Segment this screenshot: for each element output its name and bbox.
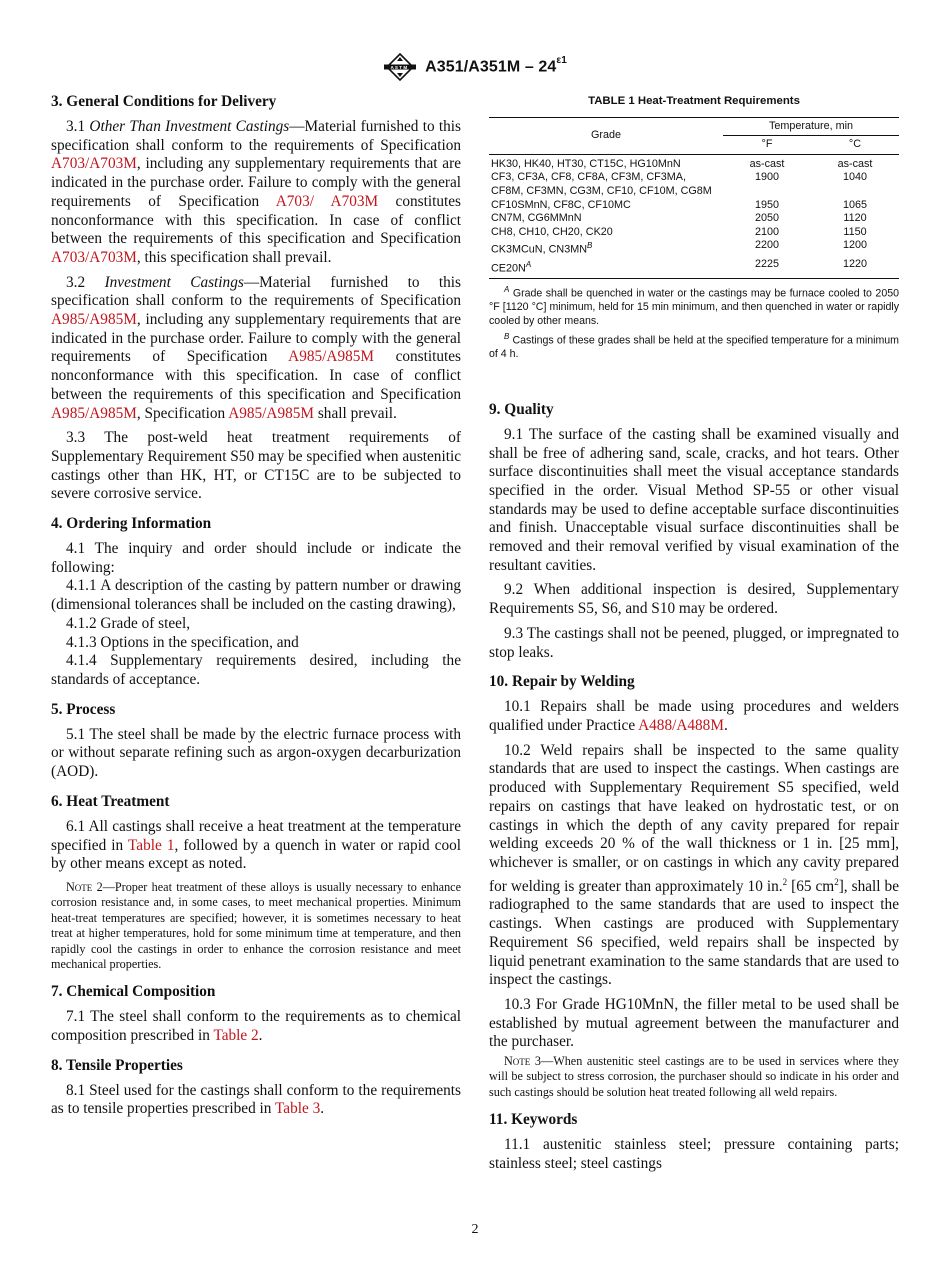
paragraph-10-3: 10.3 For Grade HG10MnN, the filler metal to be used shall be established by mutual agreement between the manufacturer and the purchaser.: [489, 995, 899, 1051]
note-2: Note 2—Proper heat treatment of these alloys is usually necessary to enhance corrosion resistance and, in some cases, to meet mechanical properties. Minimum heat-treat temperatures are specified; however, it is sometimes necessary to heat treat at higher temperatures, hold for some minimum time at temperature, and then rapidly cool the castings in order to enhance the corrosion resistance and meet mechanical properties.: [51, 879, 462, 971]
ref-link-a985[interactable]: A985/A985M: [288, 348, 374, 366]
table-footnote-a: $^A$ Grade shall be quenched in water or the castings may be furnace cooled to 2050 °F [1120 °C] minimum, held for 15 min minimum, and then quenched in water or rapidly cooled by other means.: [489, 284, 899, 327]
paragraph-11-1: 11.1 austenitic stainless steel; pressure containing parts; stainless steel; steel castings: [489, 1136, 899, 1172]
paragraph-9-3: 9.3 The castings shall not be peened, plugged, or impregnated to stop leaks.: [489, 624, 899, 661]
section-10-title: 10. Repair by Welding: [489, 673, 635, 691]
paragraph-5-1: 5.1 The steel shall be made by the electric furnace process with or without separate refining such as argon-oxygen decarburization (AOD).: [51, 725, 461, 781]
note-3: Note 3—When austenitic steel castings are to be used in services where they will be subject to stress corrosion, the purchaser should so indicate in his order and such castings should be solution heat treated following all weld repairs.: [489, 1054, 900, 1099]
paragraph-4-1: 4.1 The inquiry and order should include or indicate the following:: [51, 540, 461, 576]
page-number: 2: [471, 1222, 479, 1237]
ref-link-a703[interactable]: A703/A703M: [51, 248, 137, 266]
table-1-title: TABLE 1 Heat-Treatment Requirements: [588, 95, 800, 107]
table-row: [489, 226, 899, 240]
paragraph-3-1: 3.1 Other Than Investment Castings—Material furnished to this specification shall conform to the requirements of Specification A703/A703M, including any supplementary requirements that are indicated in the purchase order. Failure to comply with the general requirements of Specification A703/ A703M constitutes nonconformance with this specification. In case of conflict between the requirements of this specification and Specification A703/A703M, this specification shall prevail.: [51, 118, 461, 266]
cell-celsius: 1220: [811, 258, 899, 279]
section-10: [489, 672, 899, 1100]
astm-logo-icon: [383, 52, 417, 82]
cell-grade: HK30, HK40, HT30, CT15C, HG10MnN: [491, 157, 681, 170]
cell-fahrenheit: as-cast: [749, 157, 785, 170]
cell-grade: CN7M, CG6MMnN: [491, 212, 582, 225]
heat-treatment-table: [489, 117, 899, 279]
paragraph-6-1: 6.1 All castings shall receive a heat treatment at the temperature specified in Table 1, followed by a quench in water or rapid cool by other means except as noted.: [51, 817, 462, 873]
section-7: [51, 982, 461, 1045]
ref-link-a985[interactable]: A985/A985M: [228, 404, 315, 422]
table-row: [489, 239, 899, 257]
table-body: [489, 154, 899, 278]
table-footnote-b: $^B$ Castings of these grades shall be held at the specified temperature for a minimum of 4 h.: [489, 332, 899, 361]
section-8-title: 8. Tensile Properties: [51, 1056, 183, 1074]
table-row: [489, 258, 899, 279]
cell-celsius: 1120: [843, 212, 867, 225]
ref-link-table-3[interactable]: Table 3: [275, 1100, 321, 1118]
ref-link-a703[interactable]: A703/ A703M: [275, 192, 379, 210]
table-1: [489, 92, 899, 362]
column-header-celsius: °C: [811, 136, 899, 155]
footnote-marker: A: [525, 259, 532, 269]
cell-celsius: 1040: [842, 171, 867, 184]
section-9: [489, 400, 899, 662]
column-header-grade: Grade: [489, 117, 723, 154]
ref-link-a703[interactable]: A703/A703M: [51, 155, 137, 173]
section-11-title: 11. Keywords: [489, 1111, 578, 1129]
cell-celsius: as-cast: [837, 157, 873, 170]
left-column: [51, 92, 461, 1129]
cell-fahrenheit: 2100: [754, 225, 779, 238]
paragraph-3-2: 3.2 Investment Castings—Material furnished to this specification shall conform to the requirements of Specification A985/A985M, including any supplementary requirements that are indicated in the purchase order. Failure to comply with the general requirements of Specification A985/A985M constitutes nonconformance with this specification. In case of conflict between the requirements of this specification and Specification A985/A985M, Specification A985/A985M shall prevail.: [51, 273, 461, 422]
table-row: [489, 199, 899, 213]
cell-celsius: 1200: [842, 239, 867, 252]
section-3-title: 3. General Conditions for Delivery: [51, 93, 277, 110]
column-header-temperature: Temperature, min: [723, 117, 899, 136]
cell-fahrenheit: 2225: [723, 258, 811, 279]
section-9-title: 9. Quality: [489, 400, 554, 418]
table-row: [489, 212, 899, 226]
ref-link-table-2[interactable]: Table 2: [213, 1027, 259, 1045]
section-4: [51, 514, 461, 690]
right-column: [489, 92, 899, 1184]
paragraph-7-1: 7.1 The steel shall conform to the requirements as to chemical composition prescribed in Table 2.: [51, 1008, 461, 1045]
paragraph-9-2: 9.2 When additional inspection is desired, Supplementary Requirements S5, S6, and S10 may be ordered.: [489, 581, 899, 618]
document-designation: $A351/A351M - 24^{\varepsilon 1}$: [425, 55, 567, 76]
ref-link-a488[interactable]: A488/A488M: [638, 717, 724, 734]
cell-celsius: 1065: [842, 198, 867, 211]
section-7-title: 7. Chemical Composition: [51, 983, 216, 1001]
cell-fahrenheit: 1950: [754, 198, 779, 211]
cell-grade: $CE20N^A$: [489, 258, 723, 279]
ref-link-a985[interactable]: A985/A985M: [51, 404, 137, 422]
cell-grade: CH8, CH10, CH20, CK20: [491, 225, 613, 238]
paragraph-4-1-2: 4.1.2 Grade of steel,: [66, 614, 191, 632]
page-header: [0, 52, 950, 82]
paragraph-10-2: 10.2 Weld repairs shall be inspected to the same quality standards that are used to inspect the castings. When castings are produced with Supplementary Requirement S5 specified, weld repairs on castings that have leaked on hydrostatic test, or on castings in which the depth of any cavity prepared for repair welding exceeds 20 % of the wall thickness or 1 in. [25 mm], whichever is smaller, or on castings in which any cavity prepared for welding is greater than approximately 10 in.$^2$ [65 $cm^2$], shall be radiographed to the same standards that are used to inspect the castings. When castings are produced with Supplementary Requirement S6 specified, weld repairs shall be inspected by liquid penetrant examination to the same standards that are used to inspect the castings.: [489, 741, 899, 989]
column-header-fahrenheit: °F: [723, 136, 811, 155]
ref-link-table-1[interactable]: Table 1: [128, 836, 175, 854]
ref-link-a985[interactable]: A985/A985M: [51, 311, 137, 329]
edition-superscript: ε1: [556, 55, 567, 67]
paragraph-3-3: 3.3 The post-weld heat treatment requirements of Supplementary Requirement S50 may be specified when austenitic castings other than HK, HT, or CT15C are to be subjected to severe corrosive service.: [51, 429, 461, 503]
cell-fahrenheit: 2200: [754, 239, 779, 252]
table-row: [489, 154, 899, 171]
section-6-title: 6. Heat Treatment: [51, 792, 170, 810]
svg-text:A S T M: A S T M: [390, 64, 408, 70]
paragraph-9-1: 9.1 The surface of the casting shall be examined visually and shall be free of adhering sand, scale, cracks, and hot tears. Other surface discontinuities shall meet the visual acceptance standards specified in the order. Visual Method SP-55 or other visual standards may be used to define acceptable surface discontinuities and finish. Unacceptable visual surface discontinuities shall be removed and their removal verified by visual examination of the resultant cavities.: [489, 425, 899, 574]
section-8: [51, 1056, 461, 1119]
section-5-title: 5. Process: [51, 700, 116, 718]
table-row: [489, 171, 899, 198]
paragraph-10-1: 10.1 Repairs shall be made using procedures and welders qualified under Practice A488/A488M.: [489, 698, 899, 734]
section-4-title: 4. Ordering Information: [51, 515, 212, 533]
cell-fahrenheit: 1900: [754, 171, 779, 184]
paragraph-8-1: 8.1 Steel used for the castings shall conform to the requirements as to tensile properties prescribed in Table 3.: [51, 1081, 461, 1118]
section-3: [51, 92, 461, 504]
section-11: [489, 1110, 899, 1173]
cell-grade: CF3, CF3A, CF8, CF8A, CF3M, CF3MA, CF8M, CF3MN, CG3M, CF10, CF10M, CG8M: [491, 171, 712, 198]
paragraph-4-1-3: 4.1.3 Options in the specification, and: [66, 633, 299, 651]
cell-grade: CK3MCuN, $CN3MN^B$: [491, 241, 593, 257]
section-6: [51, 792, 461, 973]
cell-fahrenheit: 2050: [754, 212, 779, 225]
footnote-marker: B: [587, 241, 593, 251]
cell-grade: CF10SMnN, CF8C, CF10MC: [491, 198, 631, 211]
paragraph-4-1-4: 4.1.4 Supplementary requirements desired, including the standards of acceptance.: [51, 652, 461, 688]
section-5: [51, 700, 461, 782]
paragraph-4-1-1: 4.1.1 A description of the casting by pattern number or drawing (dimensional tolerances shall be included on the casting drawing),: [51, 577, 461, 614]
cell-celsius: 1150: [843, 225, 867, 238]
